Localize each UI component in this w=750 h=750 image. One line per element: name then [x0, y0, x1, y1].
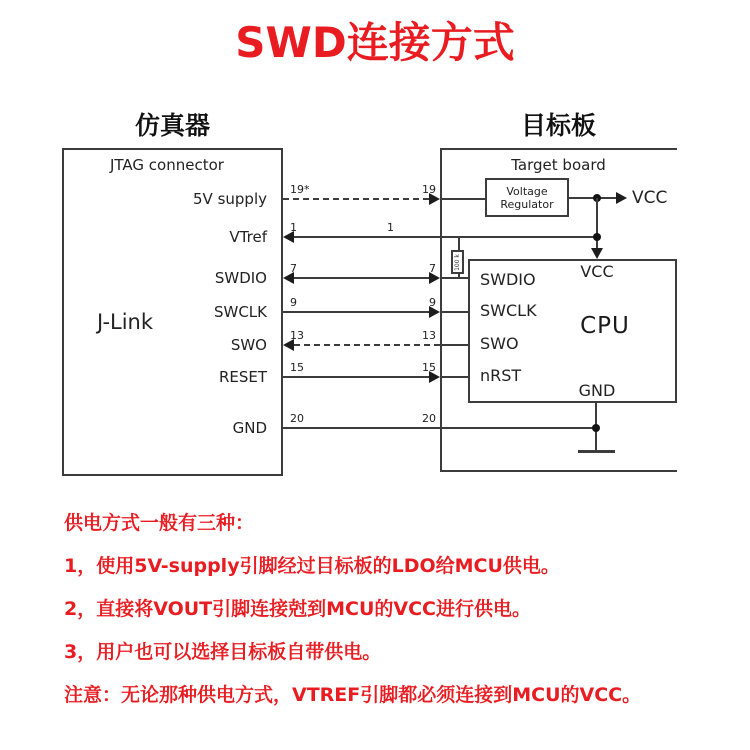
pin-gnd-right: 20 — [422, 412, 436, 425]
signal-label-swo: SWO — [230, 336, 267, 354]
jlink-label: J-Link — [97, 310, 154, 334]
cpu-pin-swo: SWO — [480, 334, 519, 353]
voltage-regulator-box — [485, 178, 569, 217]
pin-swo-right: 13 — [422, 329, 436, 342]
cpu-label: CPU — [580, 313, 630, 339]
wire-5v-to-regulator — [440, 198, 485, 200]
pin-swclk-right: 9 — [429, 296, 436, 309]
cpu-pin-nrst: nRST — [480, 366, 522, 385]
cpu-vcc-label: VCC — [580, 262, 614, 281]
target-board-label: Target board — [511, 156, 606, 174]
signal-label-5v-supply: 5V supply — [193, 190, 267, 208]
wire-vtref — [294, 236, 597, 238]
wire-swclk — [283, 311, 429, 313]
notes-item-1: 1，使用5V-supply引脚经过目标板的LDO给MCU供电。 — [64, 555, 560, 577]
notes-item-2: 2，直接将VOUT引脚连接尅到MCU的VCC进行供电。 — [64, 598, 532, 620]
signal-label-reset: RESET — [218, 368, 267, 386]
pin-gnd-left: 20 — [290, 412, 304, 425]
signal-label-gnd: GND — [232, 419, 267, 437]
notes-item-3: 3，用户也可以选择目标板自带供电。 — [64, 641, 382, 663]
wire-reset-to-cpu — [440, 376, 468, 378]
cpu-gnd-label: GND — [578, 381, 616, 400]
pin-swdio-left: 7 — [290, 262, 297, 275]
pin-5v-left: 19* — [290, 183, 310, 196]
signal-label-swdio: SWDIO — [214, 269, 267, 287]
wire-gnd — [283, 427, 597, 429]
vcc-out-label: VCC — [632, 188, 668, 208]
pin-swclk-left: 9 — [290, 296, 297, 309]
pin-5v-right: 19 — [422, 183, 436, 196]
pullup-resistor-label: 100 k — [454, 253, 461, 271]
target-heading: 目标板 — [520, 111, 596, 140]
arrowhead-vcc-down-icon — [591, 248, 603, 259]
cpu-pin-swdio: SWDIO — [480, 270, 536, 289]
resistor-lead-top — [458, 238, 460, 250]
junction-gnd — [592, 424, 600, 432]
pin-reset-left: 15 — [290, 361, 304, 374]
pin-reset-right: 15 — [422, 361, 436, 374]
wire-swdio-to-cpu — [440, 277, 468, 279]
wire-swclk-to-cpu — [440, 311, 468, 313]
pin-swo-left: 13 — [290, 329, 304, 342]
voltage-regulator-label-line2: Regulator — [500, 197, 554, 211]
signal-label-swclk: SWCLK — [213, 303, 267, 321]
pullup-resistor — [451, 250, 464, 274]
pin-swdio-right: 7 — [429, 262, 436, 275]
notes-intro: 供电方式一般有三种： — [64, 512, 255, 534]
emulator-heading: 仿真器 — [134, 111, 210, 140]
notes-warning: 注意：无论那种供电方式，VTREF引脚都必须连接到MCU的VCC。 — [64, 684, 642, 706]
wire-swdio — [294, 277, 429, 279]
arrowhead-vcc-right-icon — [616, 192, 627, 204]
wire-swo-to-cpu — [440, 344, 468, 346]
wire-reset — [283, 376, 429, 378]
signal-label-vtref: VTref — [229, 228, 267, 246]
pin-vtref-right: 1 — [387, 221, 394, 234]
jtag-connector-label: JTAG connector — [110, 156, 224, 174]
junction-vcc-vtref — [593, 233, 601, 241]
wire-5v-supply — [283, 198, 429, 200]
wire-swo — [294, 344, 440, 346]
voltage-regulator-label-line1: Voltage — [506, 184, 548, 198]
pin-vtref-left: 1 — [290, 221, 297, 234]
ground-symbol-icon — [578, 450, 615, 453]
cpu-pin-swclk: SWCLK — [480, 301, 537, 320]
page-title: SWD连接方式 — [235, 18, 515, 67]
resistor-lead-bottom — [458, 274, 460, 279]
